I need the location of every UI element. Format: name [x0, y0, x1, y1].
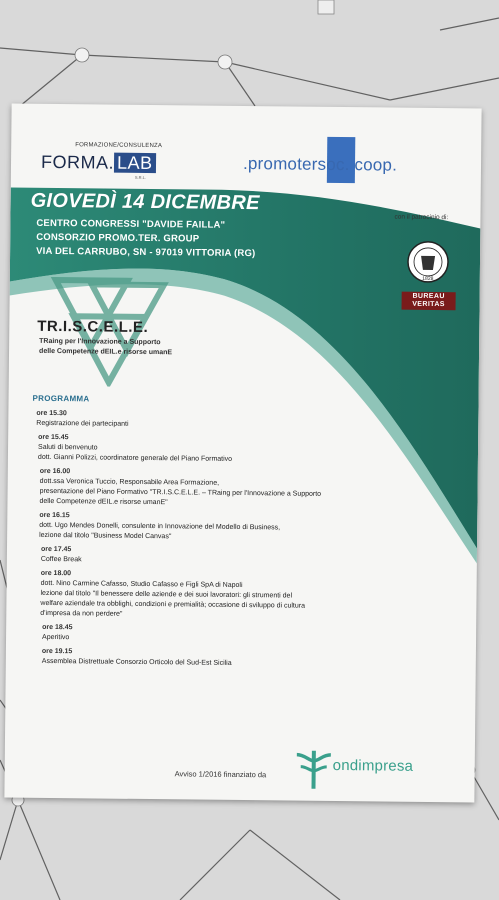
programma-time: ore 17.45 — [40, 545, 72, 554]
programma-line: delle Competenze dEIL.e risorse umanE" — [39, 497, 168, 507]
programma-line: dott.ssa Veronica Tuccio, Responsabile Area Formazione, — [39, 477, 220, 487]
bureau-veritas-label-line-1: BUREAU — [412, 292, 445, 301]
formalab-tagline: FORMAZIONE/CONSULENZA — [75, 142, 163, 150]
bureau-veritas-seal-icon — [406, 240, 450, 284]
programma-line: lezione dal titolo "Il benessere delle aziende e dei suoi lavoratori: gli strumenti del — [40, 589, 293, 600]
programma-time: ore 16.00 — [39, 467, 71, 476]
triscele-subtitle-2: delle Competenze dEIL.e risorse umanE — [39, 347, 173, 357]
triscele-subtitle-1: TRaing per l'Innovazione a Supporto — [39, 337, 161, 347]
bureau-veritas-label — [402, 292, 456, 311]
event-date-headline: GIOVEDÌ 14 DICEMBRE — [30, 189, 260, 215]
patrocinio-label: con il patrocinio di: — [394, 213, 449, 222]
programma-line: lezione dal titolo "Business Model Canvas" — [39, 531, 172, 541]
programma-time: ore 15.45 — [38, 433, 69, 442]
formalab-logo — [41, 152, 156, 174]
programma-line: d'impresa da non perdere" — [40, 609, 123, 618]
programma-line: Assemblea Distrettuale Consorzio Orticolo del Sud-Est Sicilia — [41, 657, 232, 667]
programma-line: dott. Nino Carmine Cafasso, Studio Cafasso e Figli SpA di Napoli — [40, 579, 243, 590]
programma-line: presentazione del Piano Formativo "TR.I.S.C.E.L.E. – TRaing per l'Innovazione a Supporto — [39, 487, 322, 498]
promoter-logo: .promotersoc. coop. — [242, 153, 398, 175]
venue-line-1: CENTRO CONGRESSI "DAVIDE FAILLA" — [36, 217, 226, 231]
avviso-text: Avviso 1/2016 finanziato da — [174, 769, 267, 780]
programma-time: ore 19.15 — [41, 647, 73, 656]
programma-line: Aperitivo — [42, 633, 70, 642]
fondimpresa-logo-icon — [292, 747, 334, 791]
programma-line: dott. Gianni Polizzi, coordinatore generale del Piano Formativo — [37, 453, 233, 463]
programma-title: PROGRAMMA — [32, 393, 90, 404]
programma-time: ore 15.30 — [36, 409, 67, 418]
programma-line: Coffee Break — [40, 555, 82, 564]
triscele-title: TR.I.S.C.E.L.E. — [37, 317, 149, 336]
programma-time: ore 18.00 — [40, 569, 72, 578]
programma-line: Registrazione dei partecipanti — [36, 419, 129, 428]
programma-time: ore 16.15 — [39, 511, 70, 520]
svg-text:1828: 1828 — [422, 275, 434, 282]
programma-line: welfare aziendale tra obblighi, condizioni e premialità; occasione di sviluppo di cultura — [40, 599, 306, 610]
event-poster — [4, 104, 481, 803]
venue-line-3: VIA DEL CARRUBO, SN - 97019 VITTORIA (RG) — [36, 245, 256, 260]
formalab-srl: S.R.L. — [134, 174, 147, 180]
programma-line: Saluti di benvenuto — [38, 443, 98, 452]
bureau-veritas-label-line-2: VERITAS — [412, 300, 445, 309]
fondimpresa-name: ondimpresa — [332, 756, 414, 775]
venue-line-2: CONSORZIO PROMO.TER. GROUP — [36, 231, 200, 245]
formalab-name: FORMA. — [40, 151, 115, 173]
programma-time: ore 18.45 — [42, 623, 73, 632]
programma-line: dott. Ugo Mendes Donelli, consulente in Innovazione del Modello di Business, — [39, 521, 281, 532]
formalab-lab: LAB — [114, 153, 156, 173]
